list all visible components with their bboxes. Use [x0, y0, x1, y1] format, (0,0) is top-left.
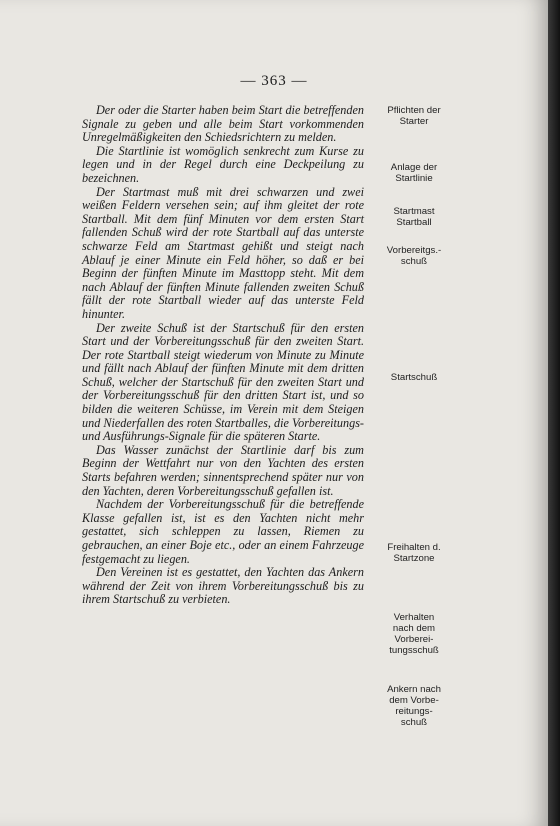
margin-note-conduct: Verhalten nach dem Vorberei- tungsschuß — [389, 612, 439, 656]
paragraph-conduct: Nachdem der Vorbereitungsschuß für die betreffende Klasse gefallen ist, ist es den Yachten nicht mehr gestattet, sich schleppen zu lassen, Riemen zu gebrauchen, an einer Boje etc., oder an einem Fahrzeuge festgemacht zu liegen. — [82, 497, 364, 566]
paragraph-start-zone: Das Wasser zunächst der Startlinie darf bis zum Beginn der Wettfahrt nur von den Yachten des ersten Starts befahren werden; sinnentsprechend später nur von den Yachten, deren Vorbereitungsschuß gefallen ist. — [82, 442, 364, 498]
paragraph-starter-duties: Der oder die Starter haben beim Start die betreffenden Signale zu geben und alle beim Start vorkommenden Unregelmäßigkeiten den Schiedsrichtern zu melden. — [82, 103, 364, 145]
paragraph-anchoring: Den Vereinen ist es gestattet, den Yachten das Ankern während der Zeit von ihrem Vorbereitungsschuß bis zu ihrem Startschuß zu verbieten. — [82, 565, 364, 607]
margin-note-start-shot: Startschuß — [390, 372, 438, 383]
body-text — [82, 104, 364, 607]
margin-note-preparatory-shot: Vorbereitgs.- schuß — [386, 245, 442, 267]
book-edge-shadow — [548, 0, 560, 826]
margin-note-start-mast: Startmast Startball — [393, 206, 435, 228]
paragraph-start-line: Die Startlinie ist womöglich senkrecht zum Kurse zu legen und in der Regel durch eine Deckpeilung zu bezeichnen. — [82, 143, 364, 185]
margin-note-start-zone: Freihalten d. Startzone — [387, 542, 441, 564]
margin-note-start-line: Anlage der Startlinie — [390, 162, 438, 184]
page-number: — 363 — — [240, 73, 308, 89]
margin-note-anchoring: Ankern nach dem Vorbe- reitungs- schuß — [387, 684, 441, 728]
paragraph-start-shot: Der zweite Schuß ist der Startschuß für den ersten Start und der Vorbereitungsschuß für den zweiten Start. Der rote Startball steigt wiederum von Minute zu Minute und fällt nach Ablauf der fünften Minute mit dem dritten Schuß, welcher der Startschuß für den zweiten Start und der Vorbereitungsschuß für den dritten Start ist, und so bilden die weiteren Schüsse, im Verein mit dem Steigen und Niederfallen des roten Startballes, die Vorbereitungs- und Ausführungs-Signale für die späteren Starte. — [82, 320, 364, 444]
paragraph-start-mast: Der Startmast muß mit drei schwarzen und zwei weißen Feldern versehen sein; auf ihm gleitet der rote Startball. Mit dem fünf Minuten vor dem ersten Start fallenden Schuß wird der rote Startball auf das unterste schwarze Feld am Startmast gehißt und steigt nach Ablauf je einer Minute ein Feld höher, so daß er bei Beginn der fünften Minute im Masttopp steht. Mit dem nach Ablauf der fünften Minute fallenden zweiten Schuß fällt der rote Startball wieder auf das unterste Feld hinunter. — [82, 184, 364, 321]
margin-note-starter-duties: Pflichten der Starter — [387, 105, 441, 127]
